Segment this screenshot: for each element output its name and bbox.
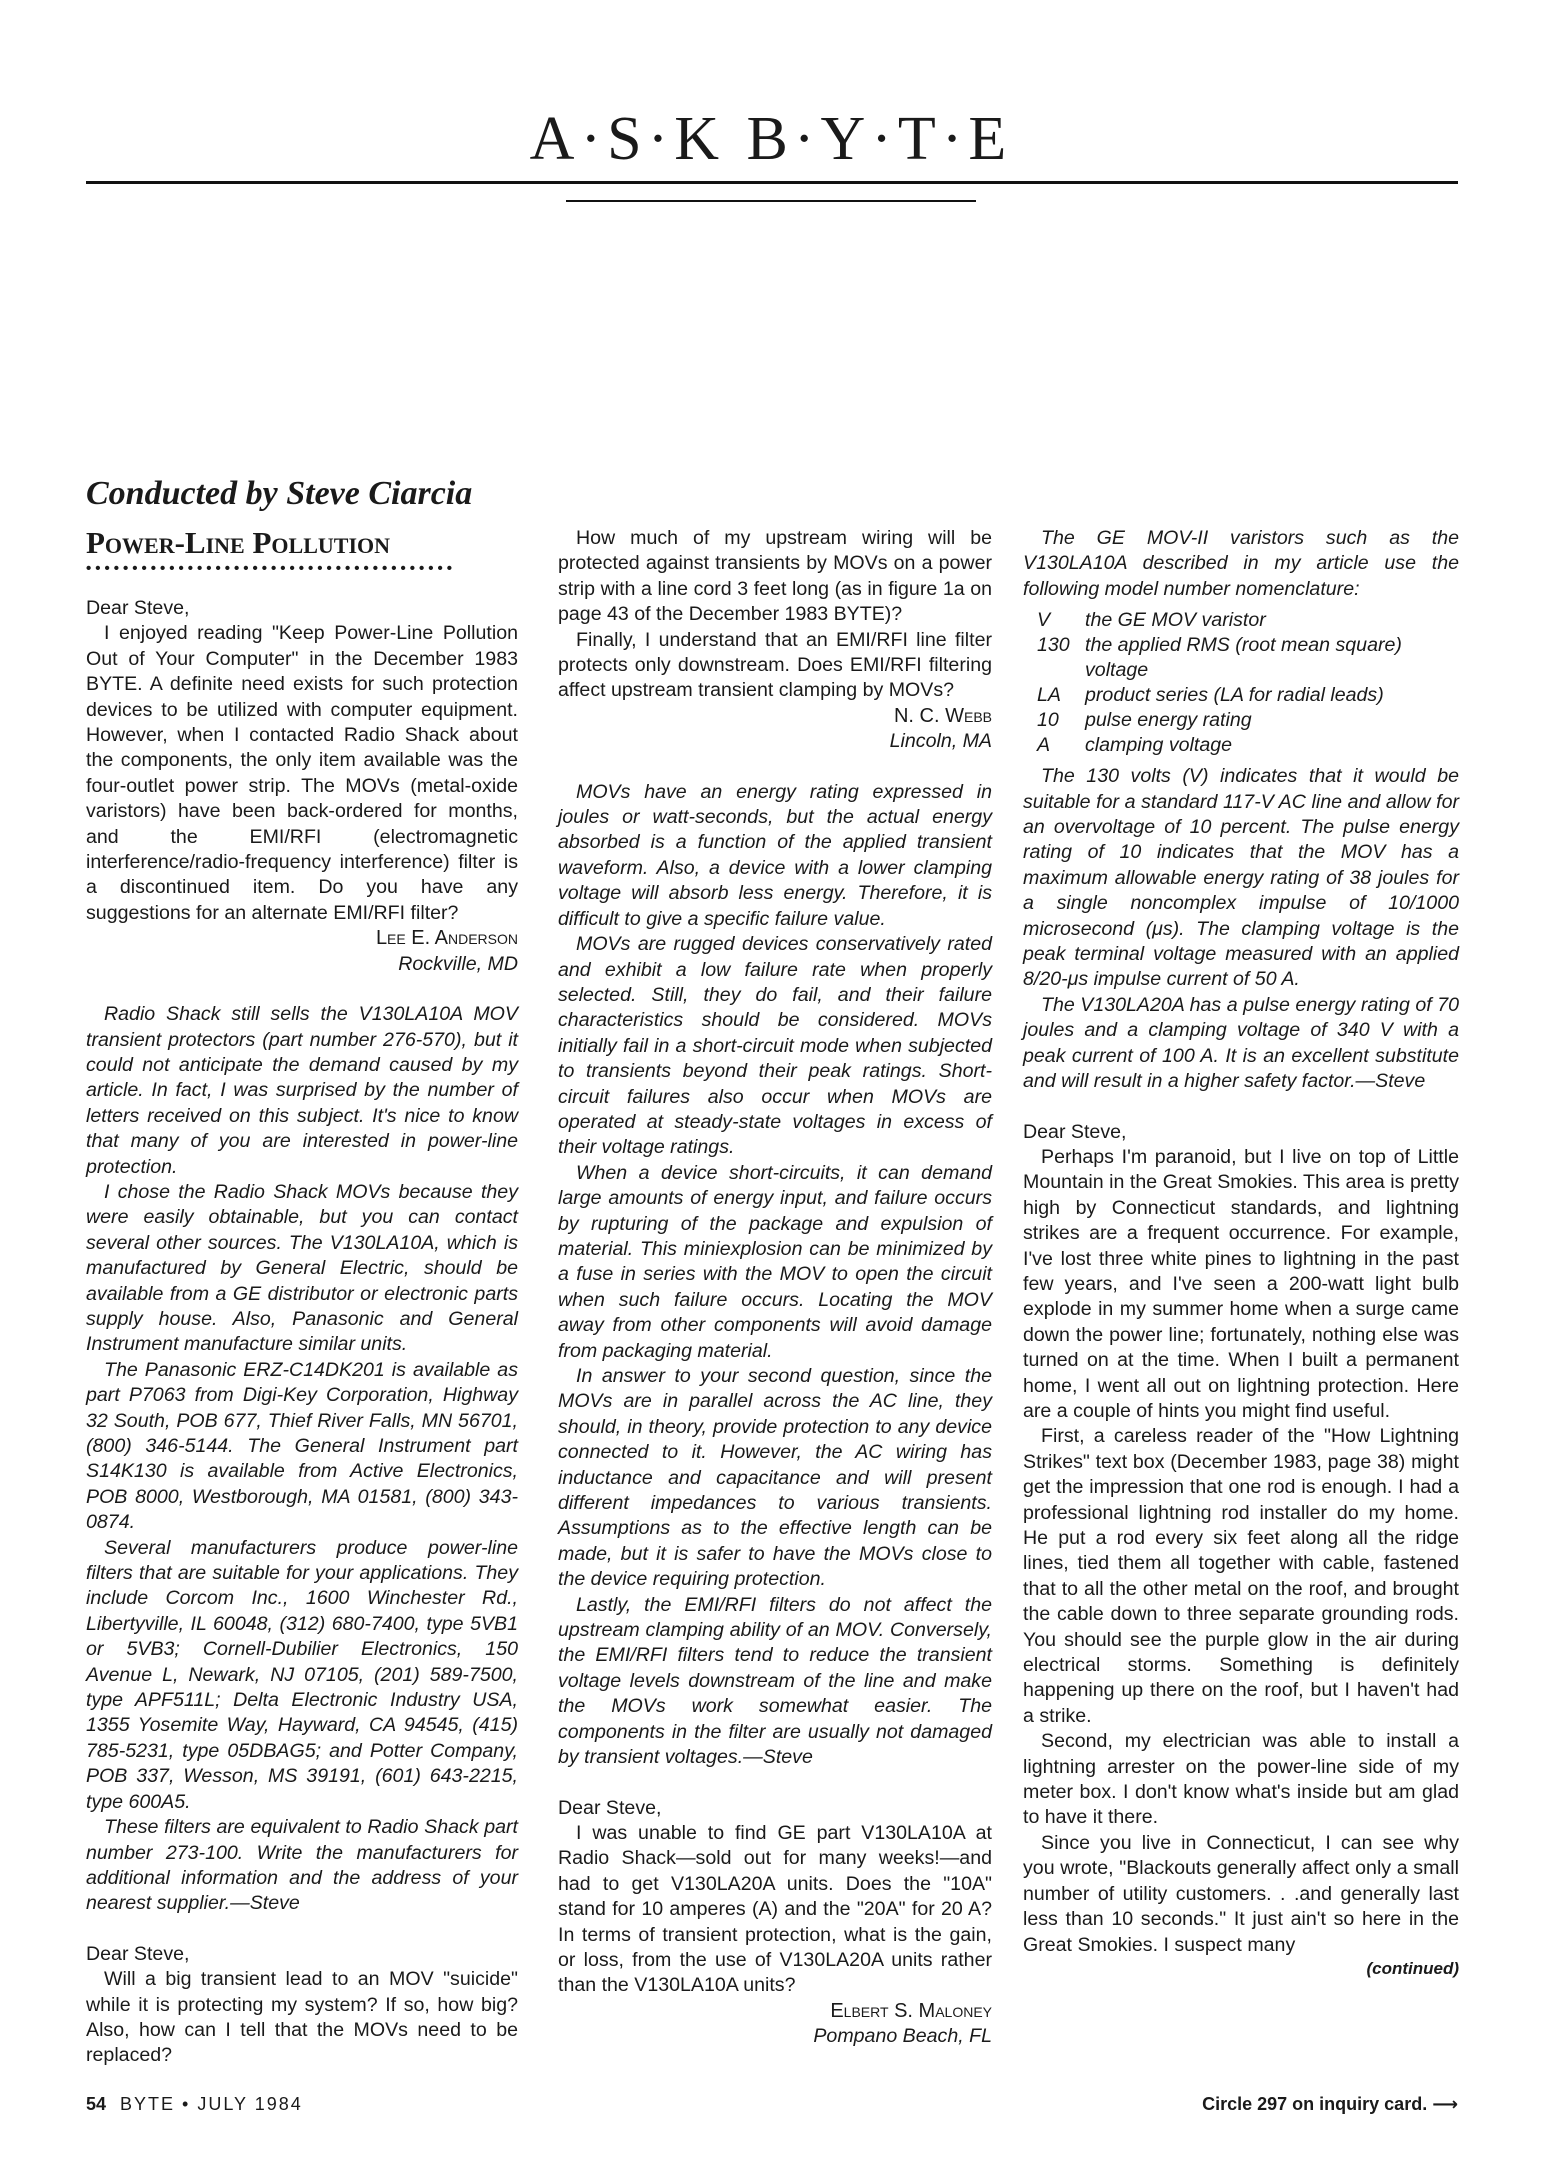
nomenclature-row: 130 the applied RMS (root mean square) voltage [1037,634,1402,682]
reply-paragraph: The 130 volts (V) indicates that it would be suitable for a standard 117-V AC line and allow for an overvoltage of 10 percent. The pulse energy rating of 10 indicates that the MOV has a maximum allowable energy rating of 38 joules for a single noncomplex impulse of 10/1000 microsecond (μs). The clamping voltage is the peak terminal voltage measured with an applied 8/20-μs impulse current of 50 A. [1023,765,1459,991]
column-masthead: A·S·K B·Y·T·E [529,105,1013,173]
signature-place: Pompano Beach, FL [813,2025,992,2048]
header-rule [86,181,1458,184]
inquiry-card-note: Circle 297 on inquiry card. ⟶ [1202,2094,1458,2114]
reply-paragraph: The Panasonic ERZ-C14DK201 is available as part P7063 from Digi-Key Corporation, Highway 32 South, POB 677, Thief River Falls, MN 56701, (800) 346-5144. The General Instrument part S14K130 is available from Active Electronics, POB 8000, Westborough, MA 01581, (800) 343-0874. [86,1358,518,1534]
letter-signature [86,926,518,977]
reply-paragraph: These filters are equivalent to Radio Shack part number 273-100. Write the manufacturers for additional information and the address of your nearest supplier.—Steve [86,1816,518,1915]
letter-paragraph: Since you live in Connecticut, I can see why you wrote, "Blackouts generally affect only a small number of utility customers. . .and generally last less than 10 seconds." It just ain't so here in the Great Smokies. I suspect many [1023,1831,1459,1956]
column-3 [1023,526,1459,1980]
nomenclature-row: A clamping voltage [1037,734,1233,757]
reply-paragraph: I chose the Radio Shack MOVs because they were easily obtainable, but you can contact several other sources. The V130LA10A, which is manufactured by General Electric, should be available from a GE distributor or electronic parts supply house. Also, Panasonic and General Instrument manufacture similar units. [86,1180,518,1356]
reply-paragraph: MOVs have an energy rating expressed in joules or watt-seconds, but the actual energy absorbed is a function of the applied transient waveform. Also, a device with a lower clamping voltage will absorb less energy. Therefore, it is difficult to give a specific failure value. [558,780,992,930]
letter-paragraph: I was unable to find GE part V130LA10A at Radio Shack—sold out for many weeks!—and had to get V130LA20A units. Does the "10A" stand for 10 amperes (A) and the "20A" for 20 A? In terms of transient protection, what is the gain, or loss, from the use of V130LA20A units rather than the V130LA10A units? [558,1821,992,1997]
letter-signature [558,1999,992,2050]
masthead-underline [566,200,976,202]
signature-place: Lincoln, MA [889,730,992,753]
byline: Conducted by Steve Ciarcia [86,475,473,512]
letter-signature [558,704,992,755]
signature-name: Lee E. Anderson [375,927,518,950]
nomenclature-row: V the GE MOV varistor [1037,609,1266,632]
dotted-divider: •••••••••••••••••••••••••••••••••••••••• [86,562,457,576]
salutation: Dear Steve, [86,1942,190,1965]
letter-paragraph: Will a big transient lead to an MOV "suicide" while it is protecting my system? If so, how big? Also, how can I tell that the MOVs need to be replaced? [86,1968,518,2067]
signature-place: Rockville, MD [398,952,518,975]
nomenclature-table [1023,608,1459,758]
column-2 [558,526,992,2050]
salutation: Dear Steve, [558,1796,662,1819]
salutation: Dear Steve, [86,597,190,619]
reply-paragraph: Lastly, the EMI/RFI filters do not affect the upstream clamping ability of an MOV. Conversely, the EMI/RFI filters tend to reduce the transient voltage levels downstream of the line and make the MOVs work somewhat easier. The components in the filter are usually not damaged by transient voltages.—Steve [558,1593,992,1769]
letter-paragraph: I enjoyed reading "Keep Power-Line Pollution Out of Your Computer" in the December 1983 BYTE. A definite need exists for such protection devices to be utilized with computer equipment. However, when I contacted Radio Shack about the components, the only item available was the four-outlet power strip. The MOVs (metal-oxide varistors) have been back-ordered for months, and the EMI/RFI (electromagnetic interference/radio-frequency interference) filter is a discontinued item. Do you have any suggestions for an alternate EMI/RFI filter? [86,622,518,924]
reply-paragraph: MOVs are rugged devices conservatively rated and exhibit a low failure rate when properly selected. Still, they do fail, and their failure characteristics should be considered. MOVs initially fail in a short-circuit mode when subjected to transients beyond their peak ratings. Short-circuit failures also occur when MOVs are operated at steady-state voltages in excess of their voltage ratings. [558,933,992,1159]
letter-paragraph: How much of my upstream wiring will be protected against transients by MOVs on a power strip with a line cord 3 feet long (as in figure 1a on page 43 of the December 1983 BYTE)? [558,527,992,626]
page-number: 54 [86,2094,107,2114]
reply-paragraph: Radio Shack still sells the V130LA10A MOV transient protectors (part number 276-570), but it could not anticipate the demand caused by my article. In fact, I was surprised by the number of letters received on this subject. It's nice to know that many of you are interested in power-line protection. [86,1003,518,1178]
issue-label: BYTE • JULY 1984 [120,2094,303,2114]
continued-marker: (continued) [1366,1958,1459,1978]
letter-paragraph: Second, my electrician was able to install a lightning arrester on the power-line side of my meter box. I don't know what's inside but am glad to have it there. [1023,1730,1459,1829]
reply-paragraph: The GE MOV-II varistors such as the V130LA10A described in my article use the following model number nomenclature: [1023,527,1459,600]
letter-paragraph: First, a careless reader of the "How Lightning Strikes" text box (December 1983, page 38) might get the impression that one rod is enough. I had a professional lightning rod installer do my home. He put a rod every six feet along all the ridge lines, tied them all together with cable, fastened that to all the other metal on the roof, and brought the cable down to three separate grounding rods. You should see the purple glow in the air during electrical storms. Something is definitely happening up there on the roof, but I haven't had a strike. [1023,1425,1459,1727]
reply-paragraph: In answer to your second question, since the MOVs are in parallel across the AC line, they should, in theory, provide protection to any device connected to it. However, the AC wiring has inductance and capacitance and will present different impedances to various transients. Assumptions as to the effective length can be made, but it is safer to have the MOVs close to the device requiring protection. [558,1365,992,1591]
letter-paragraph: Perhaps I'm paranoid, but I live on top of Little Mountain in the Great Smokies. This area is pretty high by Connecticut standards, and lightning strikes are a frequent occurrence. For example, I've lost three white pines to lightning in the past few years, and I've seen a 200-watt light bulb explode in my summer home when a surge came down the power line; fortunately, nothing else was turned on at the time. When I built a permanent home, I went all out on lightning protection. Here are a couple of hints you might find useful. [1023,1145,1459,1422]
reply-paragraph: The V130LA20A has a pulse energy rating of 70 joules and a clamping voltage of 340 V with a peak current of 100 A. It is an excellent substitute and will result in a higher safety factor.—Steve [1023,993,1459,1093]
salutation: Dear Steve, [1023,1120,1127,1143]
column-1 [86,526,518,2069]
reply-paragraph: Several manufacturers produce power-line filters that are suitable for your applications. They include Corcom Inc., 1600 Winchester Rd., Libertyville, IL 60048, (312) 680-7400, type 5VB1 or 5VB3; Cornell-Dubilier Electronics, 150 Avenue L, Newark, NJ 07105, (201) 589-7500, type APF511L; Delta Electronic Industry USA, 1355 Yosemite Way, Hayward, CA 94545, (415) 785-5231, type 05DBAG5; and Potter Company, POB 337, Wesson, MS 39191, (601) 643-2215, type 600A5. [86,1536,518,1813]
section-title: Power-Line Pollution [86,525,391,560]
signature-name: N. C. Webb [893,704,992,727]
page-footer-left [86,2094,303,2115]
reply-paragraph: When a device short-circuits, it can demand large amounts of energy input, and failure occurs by rupturing of the package and expulsion of material. This miniexplosion can be minimized by a fuse in series with the MOV to open the circuit when such failure occurs. Locating the MOV away from other components will avoid damage from packaging material. [558,1161,992,1362]
signature-name: Elbert S. Maloney [830,1999,992,2022]
letter-paragraph: Finally, I understand that an EMI/RFI line filter protects only downstream. Does EMI/RFI filtering affect upstream transient clamping by MOVs? [558,628,992,702]
nomenclature-row: LA product series (LA for radial leads) [1037,684,1384,707]
nomenclature-row: 10 pulse energy rating [1037,709,1252,732]
